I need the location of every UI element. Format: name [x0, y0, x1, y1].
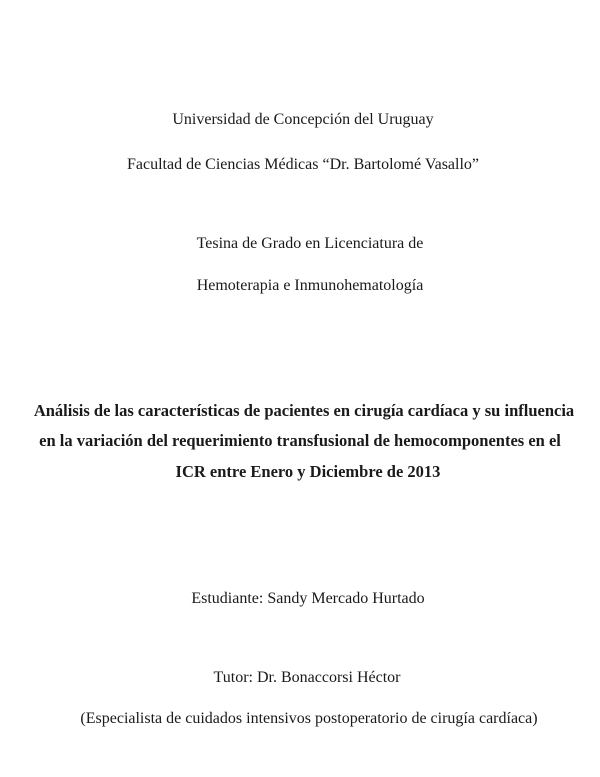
- thesis-title-line-2: en la variación del requerimiento transfusional de hemocomponentes en el: [39, 431, 561, 450]
- degree-line-1: Tesina de Grado en Licenciatura de: [196, 235, 424, 252]
- university-name: Universidad de Concepción del Uruguay: [172, 111, 434, 128]
- faculty-name: Facultad de Ciencias Médicas “Dr. Bartolomé Vasallo”: [126, 156, 480, 173]
- thesis-title-line-1: Análisis de las características de pacientes en cirugía cardíaca y su influencia: [33, 401, 575, 420]
- degree-line-2: Hemoterapia e Inmunohematología: [196, 277, 424, 294]
- student-name: Estudiante: Sandy Mercado Hurtado: [191, 590, 425, 607]
- tutor-specialty: (Especialista de cuidados intensivos postoperatorio de cirugía cardíaca): [80, 710, 538, 727]
- tutor-name: Tutor: Dr. Bonaccorsi Héctor: [213, 669, 401, 686]
- thesis-title-line-3: ICR entre Enero y Diciembre de 2013: [175, 462, 441, 481]
